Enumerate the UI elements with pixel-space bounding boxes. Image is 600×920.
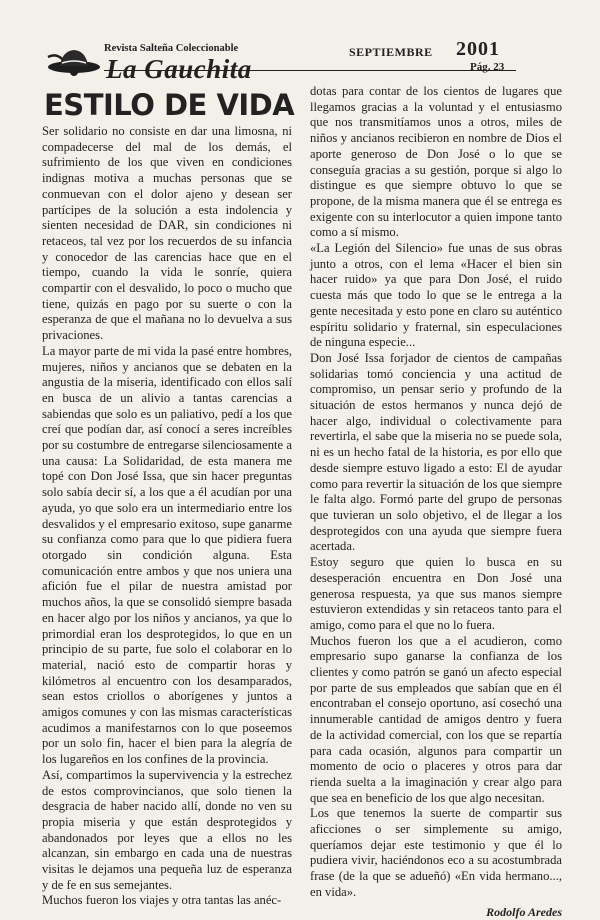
paragraph: Así, compartimos la supervivencia y la estrechez de estos comprovincianos, que solo tienen la desgracia de haber nacido allí, donde no ven su propia miseria y que están desprotegidos y abandonados por leyes que a ellos no les alcanzan, sin embargo en cada una de nuestras visitas le dejamos una pequeña luz de esperanza y de fe en sus semejantes. xyxy=(42,767,292,892)
paragraph: «La Legión del Silencio» fue unas de sus obras junto a otros, con el lema «Hacer el bien sin hacer ruido» ya que para Don José, el ruido cuesta más que todo lo que se le entrega a la gente necesitada y esto pone en claro su auténtico espíritu solidario y fraternal, sin especulaciones de ninguna especie... xyxy=(310,241,562,350)
paragraph: La mayor parte de mi vida la pasé entre hombres, mujeres, niños y ancianos que se debaten en la angustia de la miseria, identificado con ellos salí en busca de un alivio a tantas carencias a sabiendas que solo es un paliativo, pedí a los que creí que podían dar, así conocí a seres increíbles por su costumbre de entregarse silenciosamente a una causa: La Solidaridad, de esta manera me topé con Don José Issa, que sin hacer preguntas solo sabía decir sí, a los que a él acudían por una ayuda, yo que solo era un intermediario entre los desvalidos y el empresario exitoso, supe ganarme su confianza como para que lo que pidiera fuera otorgado sin condición alguna. Esta comunicación entre ambos y que nos uniera una afición fue el pilar de nuestra amistad por muchos años, la que se consolidó siempre basada en hacer algo por los niños y ancianos, ya que lo primordial eran los desprotegidos, lo que en un principio de su parte, fue solo el colaborar en lo material, nació esto de compartir horas y kilómetros al encuentro con los desamparados, sean estos criollos o aborígenes y juntos a amigos comunes y con las mismas características acudimos a manifestarnos con lo que poseemos por un solo fin, hacer el bien para la alegría de los lugareños en los confines de la provincia. xyxy=(42,343,292,767)
header-divider xyxy=(104,70,516,71)
paragraph: Ser solidario no consiste en dar una limosna, ni compadecerse del mal de los demás, el sufrimiento de los que viven en condiciones indignas motiva a muchas personas que se conmuevan con el dolor ajeno y desean ser partícipes de la solución a esta indolencia y sienten necesidad de DAR, sin condiciones ni retaceos, tal vez por los recuerdos de su infancia y conocedor de las carencias hace que en el tiempo, cuando la vida le sonríe, quiera compartir con el desvalido, lo poco o mucho que tiene, quizás en pago por su suerte o con la esperanza de que el mañana no lo devuelva a sus privaciones. xyxy=(42,124,292,343)
issue-month: SEPTIEMBRE xyxy=(349,45,433,59)
masthead xyxy=(44,38,560,84)
gaucho-hat-icon xyxy=(44,43,102,79)
paragraph: dotas para contar de los cientos de lugares que llegamos gracias a la voluntad y el entusiasmo que nos transmitíamos unos a otros, miles de niños y ancianos recibieron en nombre de Dios el aporte generoso de Don José o lo que se conseguía gracias a su gestión, porque si algo lo distingue es que siempre obtuvo lo que se propone, de la misma manera que él se entrega es exigente con su interlocutor a quien impone tanto como a sí mismo. xyxy=(310,84,562,240)
brand-subtitle: Revista Salteña Coleccionable xyxy=(104,43,239,54)
article-column-right xyxy=(310,84,562,920)
paragraph: Estoy seguro que quien lo busca en su desesperación encuentra en Don José una generosa respuesta, ya que sus manos siempre estuvieron extendidas y sin retaceos tanto para el amigo, como para el que no lo fuera. xyxy=(310,555,562,632)
paragraph: Muchos fueron los viajes y otra tantas las anéc- xyxy=(42,893,282,908)
page-number: Pág. 23 xyxy=(470,61,505,73)
article-title: ESTILO DE VIDA xyxy=(44,88,295,122)
brand-title: La Gauchita xyxy=(106,54,252,84)
author-byline: Rodolfo Aredes xyxy=(486,904,562,919)
paragraph: Don José Issa forjador de cientos de campañas solidarias tomó conciencia y una actitud de compromiso, un pensar serio y profundo de la situación de estos hermanos y nunca dejó de hacer algo, individual o colectivamente para revertirla, el sabe que la miseria no se puede sola, ni es un hecho fatal de la historia, es por ello que desde siempre estuvo ligado a esto: El de ayudar como para revertir la situación de los que siempre le falta algo. Formó parte del grupo de personas que tuvieran un solo objetivo, el de llegar a los desprotegidos con una ayuda que siempre fuera acertada. xyxy=(310,350,562,554)
issue-year: 2001 xyxy=(456,38,500,60)
paragraph: Muchos fueron los que a el acudieron, como empresario supo ganarse la confianza de los clientes y como patrón se ganó un afecto especial por parte de sus empleados que sabían que en él encontraban el consejo oportuno, así cosechó una innumerable cantidad de amigos dentro y fuera de la actividad comercial, con los que se repartía para cada ocasión, algunos para compartir un momento de ocio o placeres y otros para dar rienda suelta a la imaginación y crear algo para que sea en beneficio de los que algo necesitan. xyxy=(310,633,562,805)
paragraph: Los que tenemos la suerte de compartir sus aficciones o ser simplemente su amigo, queríamos dejar este testimonio y que él lo pudiera vivir, haciéndonos eco a su acostumbrada frase (de la que se adueñó) «En vida hermano..., en vida». xyxy=(310,806,562,899)
article-column-left xyxy=(42,124,292,909)
